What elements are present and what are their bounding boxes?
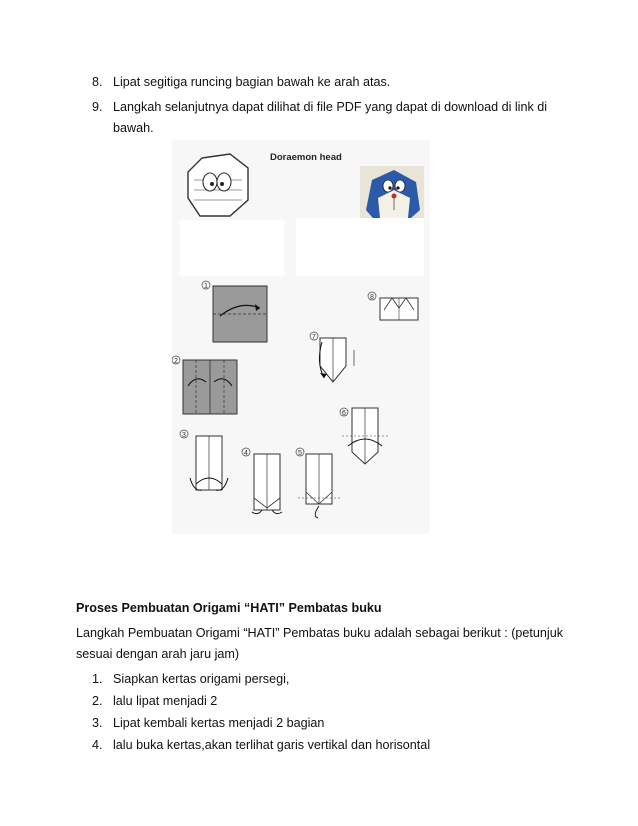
- list-item-9-continuation: bawah.: [113, 121, 154, 135]
- blank-panel-left: [180, 220, 284, 276]
- step-text-2: lalu lipat menjadi 2: [113, 694, 218, 708]
- step-5-label: 5: [298, 450, 302, 457]
- step-8-label: 8: [370, 294, 374, 301]
- step-4-label: 4: [244, 450, 248, 457]
- step-text-4: lalu buka kertas,akan terlihat garis vertikal dan horisontal: [113, 738, 431, 752]
- doraemon-origami-diagram: [172, 140, 430, 534]
- step-7-label: 7: [312, 334, 316, 341]
- list-item-8-text: Lipat segitiga runcing bagian bawah ke arah atas.: [113, 75, 391, 89]
- list-number-8: 8.: [92, 75, 103, 89]
- folded-head-icon: [188, 154, 248, 216]
- step-5-diagram: [296, 448, 340, 518]
- section-intro-line-1: Langkah Pembuatan Origami “HATI” Pembatas buku adalah sebagai berikut : (petunjuk: [76, 626, 563, 640]
- step-6-label: 6: [342, 410, 346, 417]
- doraemon-photo: [360, 166, 424, 224]
- step-number-2: 2.: [92, 694, 103, 708]
- step-6-diagram: [340, 408, 388, 464]
- step-3-diagram: [180, 430, 228, 490]
- step-3-label: 3: [182, 432, 186, 439]
- step-2-label: 2: [174, 358, 178, 365]
- blank-panel-right: [296, 218, 424, 276]
- step-4-diagram: [242, 448, 282, 514]
- step-1-diagram: [202, 281, 267, 342]
- step-8-diagram: [368, 292, 418, 320]
- list-item-9-text: Langkah selanjutnya dapat dilihat di file PDF yang dapat di download di link di: [113, 100, 548, 114]
- section-intro-line-2: sesuai dengan arah jaru jam): [76, 647, 240, 661]
- diagram-svg: [172, 140, 430, 534]
- step-number-3: 3.: [92, 716, 103, 730]
- step-1-label: 1: [204, 283, 208, 290]
- step-2-diagram: [172, 356, 237, 414]
- step-7-diagram: [310, 332, 354, 382]
- step-number-4: 4.: [92, 738, 103, 752]
- section-heading: Proses Pembuatan Origami “HATI” Pembatas buku: [76, 601, 382, 615]
- step-text-3: Lipat kembali kertas menjadi 2 bagian: [113, 716, 325, 730]
- step-text-1: Siapkan kertas origami persegi,: [113, 672, 290, 686]
- step-number-1: 1.: [92, 672, 103, 686]
- figure-title: Doraemon head: [270, 152, 342, 163]
- list-number-9: 9.: [92, 100, 103, 114]
